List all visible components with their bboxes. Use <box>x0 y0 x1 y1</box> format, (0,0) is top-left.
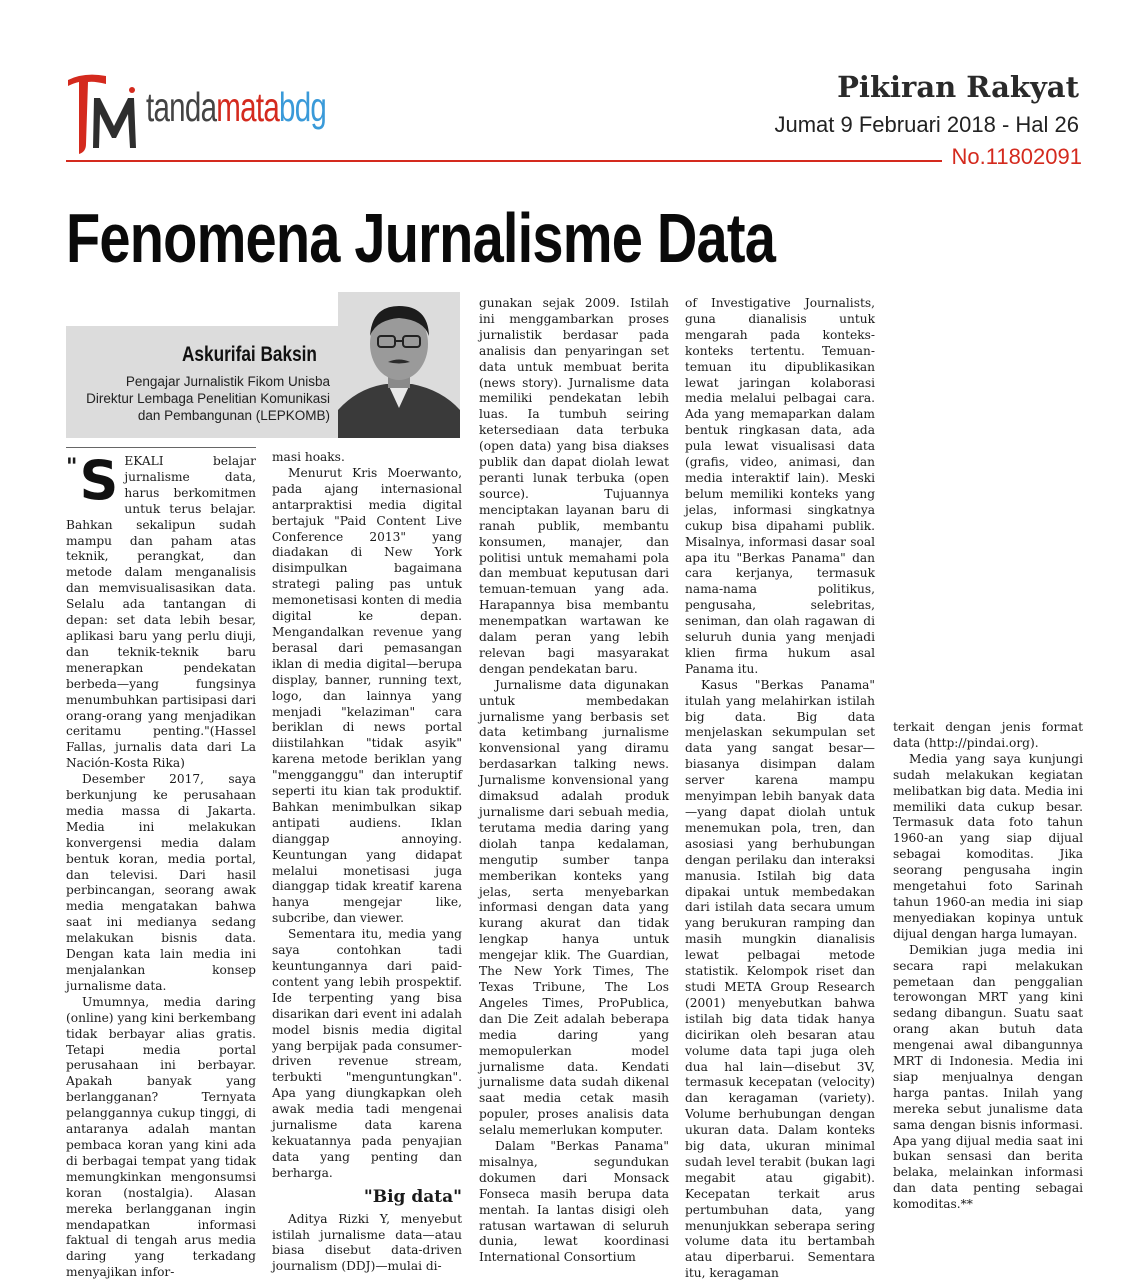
paragraph: Media yang saya kunjungi sudah melakukan kegiatan melibatkan big data. Media ini memiliki data cukup besar. Termasuk data foto tahun 1960-an yang siap dijual sebagai komoditas. Jika seorang pengusaha ingin mengetahui foto Sarinah tahun 1960-an media ini siap menyediakan kopinya untuk dijual dengan harga lumayan. <box>893 751 1083 941</box>
paragraph: Dalam "Berkas Panama" misalnya, segundukan dokumen dari Monsack Fonseca masih berupa data mentah. Ia lantas disigi oleh ratusan wartawan di seluruh dunia, lewat koordinasi International Consortium <box>479 1139 669 1265</box>
logo-text-bdg: bdg <box>279 84 327 130</box>
opening-quote-mark: " <box>66 454 78 480</box>
paragraph: Kasus "Berkas Panama" itulah yang melahirkan istilah big data. Big data menjelaskan sekumpulan set data yang sangat besar—biasanya disimpan dalam server karena mampu menyimpan lebih banyak data—yang dapat diolah untuk menemukan pola, tren, dan asosiasi yang berhubungan dengan perilaku dan interaksi manusia. Istilah big data dipakai untuk membedakan dari istilah data secara umum yang berukuran ramping dan masih mungkin dianalisis lewat pelbagai metode statistik. Kelompok riset dan studi META Group Research (2001) menyebutkan bahwa istilah big data tidak hanya dicirikan oleh besaran atau volume data tapi juga oleh dua hal lain—disebut 3V, termasuk kecepatan (velocity) dan keragaman (variety). Volume berhubungan dengan ukuran data. Dalam konteks big data, ukuran minimal sudah level terabit (bukan lagi megabit atau gigabit). Kecepatan terkait arus pertumbuhan data, yang menunjukkan seberapa sering volume data itu bertambah atau diperbarui. Sementara itu, keragaman <box>685 677 875 1280</box>
article-column-1 <box>66 443 256 1280</box>
subheading-big-data: "Big data" <box>363 1186 462 1207</box>
paragraph: Desember 2017, saya berkunjung ke perusahaan media massa di Jakarta. Media ini melakukan konvergensi media dalam bentuk koran, media portal, dan televisi. Dari hasil perbincangan, seorang awak media mengatakan bahwa saat ini medianya sedang melakukan bisnis data. Dengan kata lain media ini menjalankan konsep jurnalisme data. <box>66 772 256 993</box>
author-role-line-3: dan Pembangunan (LEPKOMB) <box>137 408 330 423</box>
column-top-rule <box>66 447 256 448</box>
drop-cap: S <box>79 449 119 512</box>
newspaper-name: Pikiran Rakyat <box>837 70 1079 104</box>
paragraph <box>66 449 256 772</box>
paragraph: Sementara itu, media yang saya contohkan tadi keuntungannya dari paid-content yang lebih prospektif. Ide terpenting yang bisa disarikan dari event ini adalah model bisnis media digital yang berpijak pada consumer-driven revenue stream, terbukti "menguntungkan". Apa yang diungkapkan oleh awak media tadi mengenai jurnalisme data karena kekuatannya pada penyajian data yang penting dan berharga. <box>272 927 462 1180</box>
tm-monogram-icon <box>66 70 146 156</box>
masthead-divider <box>66 160 942 162</box>
paragraph: gunakan sejak 2009. Istilah ini menggambarkan proses jurnalistik berdasar pada analisis dan penyaringan set data untuk membuat berita (news story). Jurnalisme data memiliki pendekatan lebih luas. Ia tumbuh seiring ketersediaan data terbuka (open data) yang bisa diakses publik dan dapat diolah lewat peranti lunak terbuka (open source). Tujuannya menciptakan layanan baru di ranah publik, membantu konsumen, manajer, dan politisi untuk memahami pola dan membuat keputusan dari temuan-temuan yang ada. Harapannya bisa membantu menempatkan wartawan ke dalam peran yang lebih relevan bagi masyarakat dengan pendekatan baru. <box>479 296 669 676</box>
paragraph: of Investigative Journalists, guna dianalisis untuk mengarah pada konteks-konteks tertentu. Temuan-temuan itu dipublikasikan lewat jaringan kolaborasi media melalui pelbagai cara. Ada yang memaparkan dalam bentuk ringkasan data, ada pula lewat visualisasi data (grafis, video, animasi, dan media interaktif lain). Meski belum memiliki konteks yang jelas, informasi singkatnya cukup bisa dipahami publik. Misalnya, informasi dasar soal apa itu "Berkas Panama" dan cara kerjanya, termasuk nama-nama politikus, pengusaha, selebritas, seniman, dan olah ragawan di seluruh dunia yang menjadi klien firma hukum asal Panama itu. <box>685 296 875 676</box>
publication-date: Jumat 9 Februari 2018 - Hal 26 <box>774 112 1079 137</box>
author-name: Askurifai Baksin <box>182 343 317 366</box>
paragraph: Umumnya, media daring (online) yang kini berkembang tidak berbayar alias gratis. Tetapi media portal perusahaan ini berbayar. Apakah banyak yang berlangganan? Ternyata pelanggannya cukup tinggi, di antaranya adalah mantan pembaca koran yang kini ada di berbagai tempat yang tidak memungkinkan mengonsumsi koran (nostalgia). Alasan mereka berlangganan ingin mendapatkan informasi faktual di tengah arus media daring yang terkadang menyajikan infor- <box>66 994 256 1280</box>
article-column-5 <box>893 720 1083 1212</box>
clip-number: No.11802091 <box>951 144 1082 169</box>
article-column-3 <box>479 296 669 1265</box>
logo-text-mata: mata <box>216 84 280 130</box>
tandamata-logo <box>66 70 346 160</box>
logo-wordmark <box>146 84 326 131</box>
paragraph: Demikian juga media ini secara rapi melakukan pemetaan dan penggalian terowongan MRT yang kini sedang dibangun. Suatu saat orang akan butuh data mengenai awal dibangunnya MRT di Indonesia. Media ini siap menjualnya dengan harga pantas. Inilah yang mereka sebut junalisme data sama dengan bisnis informasi. Apa yang dijual media saat ini bukan sensasi dan berita belaka, melainkan informasi dan data penting sebagai komoditas.** <box>893 942 1083 1212</box>
paragraph: Jurnalisme data digunakan untuk membedakan jurnalisme yang berbasis set data ketimbang jurnalisme konvensional yang diramu berdasarkan talking news. Jurnalisme konvensional yang dimaksud adalah produk jurnalisme dari sebuah media, terutama media daring yang diolah tanpa kedalaman, mengutip sumber tanpa memberikan konteks yang jelas, serta menyebarkan informasi dengan data yang kurang akurat dan tidak lengkap hanya untuk mengejar klik. The Guardian, The New York Times, The Texas Tribune, The Los Angeles Times, ProPublica, dan Die Zeit adalah beberapa media daring yang memopulerkan model jurnalisme data. Kendati jurnalisme data sudah dikenal saat media cetak masih populer, proses analisis data selalu memerlukan komputer. <box>479 677 669 1138</box>
article-headline: Fenomena Jurnalisme Data <box>66 199 776 277</box>
author-photo <box>338 292 460 438</box>
author-role-line-1: Pengajar Jurnalistik Fikom Unisba <box>125 374 330 389</box>
paragraph: masi hoaks. <box>272 450 345 464</box>
author-role-line-2: Direktur Lembaga Penelitian Komunikasi <box>86 391 330 406</box>
paragraph: terkait dengan jenis format data (http://pindai.org). <box>893 720 1083 750</box>
article-column-2 <box>272 450 462 1274</box>
paragraph: Aditya Rizki Y, menyebut istilah jurnalisme data—atau biasa disebut data-driven journalism (DDJ)—mulai di- <box>272 1211 462 1274</box>
article-column-4 <box>685 296 875 1280</box>
paragraph: Menurut Kris Moerwanto, pada ajang internasional antarpraktisi media digital bertajuk "Paid Content Live Conference 2013" yang diadakan di New York disimpulkan bagaimana strategi paling pas untuk memonetisasi konten di media digital ke depan. Mengandalkan revenue yang berasal dari pemasangan iklan di media digital—berupa display, banner, running text, logo, dan lainnya yang menjadi "kelaziman" cara beriklan di news portal diistilahkan "tidak asyik" karena metode beriklan yang "mengganggu" dan interuptif seperti itu kian tak produktif. Bahkan menimbulkan sikap antipati audiens. Iklan dianggap annoying. Keuntungan yang didapat melalui monetisasi juga dianggap tidak kreatif karena hanya mengejar like, subcribe, dan viewer. <box>272 465 462 926</box>
logo-text-tanda: tanda <box>146 84 217 130</box>
paragraph-text: EKALI belajar jurnalisme data, harus berkomitmen untuk terus belajar. Bahkan sekalipun sudah mampu dan paham atas teknik, perangkat, dan metode dalam menganalisis dan memvisualisasikan data. Selalu ada tantangan di depan: set data lebih besar, aplikasi baru yang perlu diuji, dan teknik-teknik baru menerapkan pendekatan berbeda—yang fungsinya menumbuhkan partisipasi dari orang-orang yang menjadikan ceritamu penting."(Hassel Fallas, jurnalis data dari La Nación-Kosta Rika) <box>66 454 256 771</box>
